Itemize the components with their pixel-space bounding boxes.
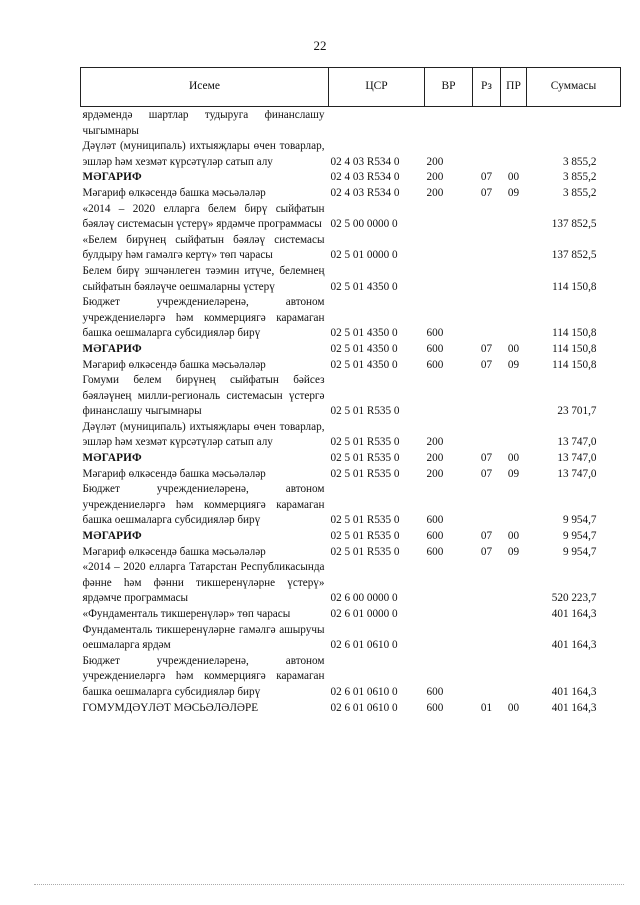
table-row	[81, 373, 621, 420]
table-row	[81, 467, 621, 483]
row-csr-cell: 02 6 01 0610 0	[330, 639, 398, 652]
header-rz: Рз	[473, 68, 501, 107]
row-csr-cell: 02 6 01 0610 0	[330, 701, 398, 714]
row-name-cell: Дәүләт (муниципаль) ихтыяҗлары өчен товарлар, эшләр һәм хезмәт күрсәтүләр сатып алу	[82, 140, 325, 168]
row-rz-cell	[473, 233, 501, 264]
row-csr-cell: 02 5 01 4350 0	[330, 280, 398, 293]
budget-table	[80, 67, 621, 716]
row-vr-cell	[425, 560, 473, 607]
row-csr-cell: 02 5 01 0000 0	[330, 249, 398, 262]
page-number: 22	[313, 38, 327, 53]
table-row	[81, 701, 621, 717]
row-rz-cell	[473, 482, 501, 529]
row-csr-cell: 02 6 01 0610 0	[330, 685, 398, 698]
row-rz-cell	[473, 654, 501, 701]
row-name-cell: Фундаменталь тикшеренүләрне гамәлгә ашыручы оешмаларга ярдәм	[82, 623, 325, 652]
row-pr-cell: 00	[507, 530, 520, 543]
row-name-cell: Бюджет учреждениеләренә, автоном учреждениеләргә һәм коммерциягә карамаган башка оешмаларга субсидияләр бирү	[82, 483, 325, 527]
row-sum-cell: 13 747,0	[557, 467, 597, 480]
row-csr-cell	[329, 107, 425, 140]
row-pr-cell: 09	[507, 186, 520, 199]
row-csr-cell: 02 6 01 0000 0	[330, 608, 398, 620]
row-sum-cell: 137 852,5	[551, 249, 597, 262]
row-pr-cell	[501, 373, 527, 420]
row-vr-cell: 200	[426, 186, 444, 199]
table-row	[81, 654, 621, 701]
row-sum-cell: 401 164,3	[551, 701, 597, 714]
row-rz-cell	[473, 607, 501, 623]
header-name: Исеме	[81, 68, 329, 107]
row-vr-cell: 600	[426, 358, 444, 371]
row-rz-cell: 07	[480, 545, 493, 558]
row-name-cell: МӘГАРИФ	[82, 171, 142, 184]
row-rz-cell: 07	[480, 186, 493, 199]
row-pr-cell	[501, 482, 527, 529]
row-sum-cell: 401 164,3	[551, 639, 597, 652]
row-pr-cell	[501, 233, 527, 264]
table-row	[81, 139, 621, 170]
row-pr-cell: 00	[507, 342, 520, 355]
row-vr-cell	[425, 202, 473, 233]
row-pr-cell	[501, 560, 527, 607]
row-name-cell: «Фундаменталь тикшеренүләр» төп чарасы	[82, 608, 291, 620]
row-sum-cell: 9 954,7	[562, 530, 597, 543]
table-row	[81, 623, 621, 654]
row-csr-cell: 02 5 01 4350 0	[330, 342, 398, 355]
table-row	[81, 295, 621, 342]
row-rz-cell	[473, 373, 501, 420]
table-row	[81, 202, 621, 233]
row-vr-cell	[425, 233, 473, 264]
row-rz-cell	[473, 623, 501, 654]
row-pr-cell: 09	[507, 358, 520, 371]
table-row	[81, 170, 621, 186]
row-pr-cell: 00	[507, 171, 520, 184]
row-name-cell: МӘГАРИФ	[82, 452, 142, 465]
table-body	[81, 107, 621, 717]
row-name-cell: Белем бирү эшчәнлеген тәэмин итүче, белемнең сыйфатын бәяләүче оешмаларны үстерү	[82, 264, 325, 293]
row-vr-cell	[425, 107, 473, 140]
row-pr-cell: 00	[507, 701, 520, 714]
row-sum-cell: 401 164,3	[551, 685, 597, 698]
row-pr-cell: 09	[507, 545, 520, 558]
row-sum-cell: 9 954,7	[562, 545, 597, 558]
table-row	[81, 529, 621, 545]
row-csr-cell: 02 5 01 4350 0	[330, 358, 398, 371]
table-row	[81, 482, 621, 529]
row-csr-cell: 02 4 03 R534 0	[330, 186, 400, 199]
row-rz-cell: 07	[480, 342, 493, 355]
table-row	[81, 358, 621, 374]
row-vr-cell: 200	[426, 171, 444, 184]
header-vr: ВР	[425, 68, 473, 107]
row-sum-cell: 114 150,8	[552, 358, 597, 371]
row-rz-cell	[473, 420, 501, 451]
table-row	[81, 560, 621, 607]
row-pr-cell	[501, 654, 527, 701]
row-pr-cell: 09	[507, 467, 520, 480]
row-csr-cell: 02 5 01 R535 0	[330, 452, 400, 465]
row-name-cell: «2014 – 2020 елларга Татарстан Республикасында фәнне һәм фәнни тикшеренүләрне үстерү» ярдәмче программасы	[82, 561, 325, 605]
row-csr-cell: 02 5 01 R535 0	[330, 467, 400, 480]
row-vr-cell	[425, 373, 473, 420]
row-pr-cell	[501, 420, 527, 451]
row-name-cell: МӘГАРИФ	[82, 342, 142, 355]
row-pr-cell: 00	[507, 452, 520, 465]
table-row	[81, 107, 621, 140]
row-vr-cell: 600	[426, 530, 444, 543]
row-vr-cell: 600	[426, 327, 444, 340]
row-vr-cell: 600	[426, 514, 444, 527]
table-row	[81, 607, 621, 623]
table-row	[81, 186, 621, 202]
row-pr-cell	[501, 623, 527, 654]
row-rz-cell: 07	[480, 530, 493, 543]
row-vr-cell	[425, 623, 473, 654]
row-csr-cell: 02 5 00 0000 0	[330, 218, 398, 231]
row-vr-cell: 200	[426, 452, 444, 465]
row-name-cell: Дәүләт (муниципаль) ихтыяҗлары өчен товарлар, эшләр һәм хезмәт күрсәтүләр сатып алу	[82, 420, 325, 449]
row-pr-cell	[501, 607, 527, 623]
row-rz-cell: 07	[480, 171, 493, 184]
row-vr-cell: 600	[426, 701, 444, 714]
table-row	[81, 451, 621, 467]
row-rz-cell	[473, 107, 501, 140]
row-rz-cell	[473, 139, 501, 170]
table-row	[81, 233, 621, 264]
row-vr-cell: 600	[426, 342, 444, 355]
row-name-cell: Мәгариф өлкәсендә башка мәсьәләләр	[82, 186, 266, 199]
row-name-cell: «Белем бирүнең сыйфатын бәяләү системасы булдыру һәм гамәлгә кертү» төп чарасы	[82, 233, 325, 262]
row-name-cell: «2014 – 2020 елларга белем бирү сыйфатын бәяләү системасын үстерү» ярдәмче программасы	[82, 202, 325, 231]
row-vr-cell: 200	[426, 155, 444, 168]
row-sum-cell: 401 164,3	[551, 608, 597, 620]
row-sum-cell: 114 150,8	[552, 342, 597, 355]
row-sum-cell: 23 701,7	[557, 405, 597, 418]
row-pr-cell	[501, 107, 527, 140]
row-vr-cell	[425, 264, 473, 295]
row-rz-cell	[473, 295, 501, 342]
row-sum-cell: 13 747,0	[557, 452, 597, 465]
row-csr-cell: 02 5 01 R535 0	[330, 545, 400, 558]
row-vr-cell: 600	[426, 685, 444, 698]
row-name-cell: Бюджет учреждениеләренә, автоном учреждениеләргә һәм коммерциягә карамаган башка оешмаларга субсидияләр бирү	[82, 654, 325, 698]
row-name-cell: Бюджет учреждениеләренә, автоном учреждениеләргә һәм коммерциягә карамаган башка оешмаларга субсидияләр бирү	[82, 296, 325, 340]
row-vr-cell: 200	[426, 467, 444, 480]
row-vr-cell: 600	[426, 545, 444, 558]
table-header-row	[81, 68, 621, 107]
table-row	[81, 342, 621, 358]
row-sum-cell: 3 855,2	[562, 155, 597, 168]
row-pr-cell	[501, 139, 527, 170]
row-sum-cell: 9 954,7	[562, 514, 597, 527]
row-sum-cell: 3 855,2	[562, 186, 597, 199]
row-name-cell: Мәгариф өлкәсендә башка мәсьәләләр	[82, 467, 266, 480]
row-sum-cell	[527, 107, 621, 140]
row-name-cell: Гомуми белем бирүнең сыйфатын бәйсез бәяләүнең милли-региональ системасын үстергә финанслашу чыгымнары	[82, 374, 325, 418]
row-csr-cell: 02 5 01 R535 0	[330, 405, 400, 418]
row-rz-cell: 07	[480, 467, 493, 480]
header-csr: ЦСР	[329, 68, 425, 107]
row-name-cell: МӘГАРИФ	[82, 530, 142, 543]
row-csr-cell: 02 4 03 R534 0	[330, 155, 400, 168]
row-sum-cell: 114 150,8	[552, 280, 597, 293]
table-row	[81, 420, 621, 451]
row-rz-cell	[473, 560, 501, 607]
row-rz-cell: 01	[480, 701, 493, 714]
row-sum-cell: 114 150,8	[552, 327, 597, 340]
row-rz-cell	[473, 202, 501, 233]
row-rz-cell: 07	[480, 358, 493, 371]
table-row	[81, 545, 621, 561]
table-row	[81, 264, 621, 295]
row-sum-cell: 137 852,5	[551, 218, 597, 231]
row-csr-cell: 02 4 03 R534 0	[330, 171, 400, 184]
row-name-cell: Мәгариф өлкәсендә башка мәсьәләләр	[82, 358, 266, 371]
row-name-cell: ярдәмендә шартлар тудыруга финанслашу чыгымнары	[82, 109, 325, 137]
footer-divider	[34, 884, 624, 885]
row-pr-cell	[501, 295, 527, 342]
row-sum-cell: 520 223,7	[551, 592, 597, 605]
row-csr-cell: 02 5 01 4350 0	[330, 327, 398, 340]
row-name-cell: ГОМУМДӘҮЛӘТ МӘСЬӘЛӘЛӘРЕ	[82, 701, 259, 714]
header-pr: ПР	[501, 68, 527, 107]
row-vr-cell: 200	[426, 436, 444, 449]
row-pr-cell	[501, 264, 527, 295]
row-rz-cell	[473, 264, 501, 295]
row-vr-cell	[425, 607, 473, 623]
header-sum: Суммасы	[527, 68, 621, 107]
row-csr-cell: 02 5 01 R535 0	[330, 514, 400, 527]
row-csr-cell: 02 6 00 0000 0	[330, 592, 398, 605]
row-csr-cell: 02 5 01 R535 0	[330, 530, 400, 543]
row-sum-cell: 13 747,0	[557, 436, 597, 449]
row-name-cell: Мәгариф өлкәсендә башка мәсьәләләр	[82, 545, 266, 558]
row-rz-cell: 07	[480, 452, 493, 465]
row-sum-cell: 3 855,2	[562, 171, 597, 184]
row-pr-cell	[501, 202, 527, 233]
row-csr-cell: 02 5 01 R535 0	[330, 436, 400, 449]
